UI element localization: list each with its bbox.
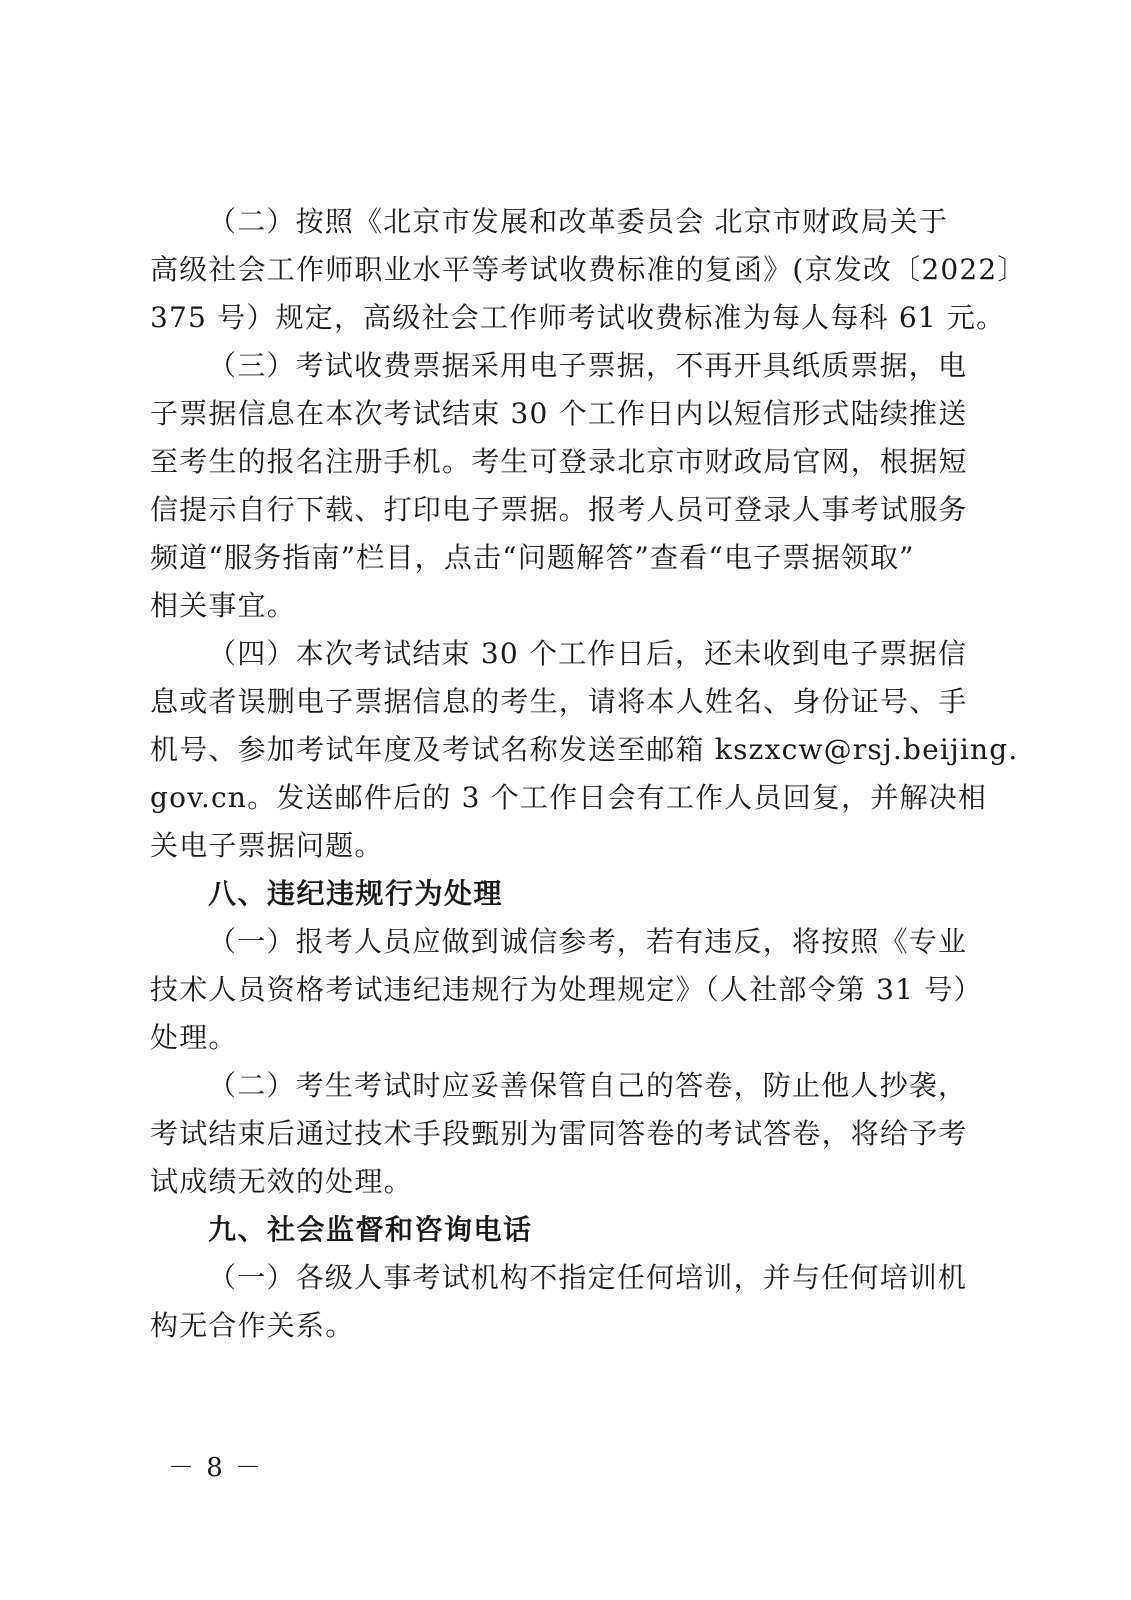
section-heading-supervision: 九、社会监督和咨询电话 [208, 1213, 533, 1246]
text-line: 子票据信息在本次考试结束 30 个工作日内以短信形式陆续推送 [150, 397, 968, 430]
text-line: 考试结束后通过技术手段甄别为雷同答卷的考试答卷，将给予考 [150, 1117, 968, 1150]
paragraph-no-training [150, 1254, 980, 1350]
text-line: 构无合作关系。 [150, 1309, 355, 1342]
text-line: （二）按照《北京市发展和改革委员会 北京市财政局关于 [208, 205, 949, 238]
text-line: 技术人员资格考试违纪违规行为处理规定》（人社部令第 31 号） [150, 973, 983, 1006]
text-line: （四）本次考试结束 30 个工作日后，还未收到电子票据信 [208, 637, 968, 670]
text-line: 至考生的报名注册手机。考生可登录北京市财政局官网，根据短 [150, 445, 968, 478]
text-line: 息或者误删电子票据信息的考生，请将本人姓名、身份证号、手 [150, 685, 968, 718]
text-line: （二）考生考试时应妥善保管自己的答卷，防止他人抄袭， [208, 1069, 968, 1102]
text-line: 处理。 [150, 1021, 238, 1054]
text-line: （三）考试收费票据采用电子票据，不再开具纸质票据，电 [208, 349, 968, 382]
text-line: 机号、参加考试年度及考试名称发送至邮箱 kszxcw@rsj.beijing. [150, 733, 1019, 766]
document-body [150, 198, 1027, 1350]
text-line: （一）报考人员应做到诚信参考，若有违反，将按照《专业 [208, 925, 968, 958]
paragraph-fee-standard [150, 198, 1027, 342]
text-line: （一）各级人事考试机构不指定任何培训，并与任何培训机 [208, 1261, 968, 1294]
text-line: 375 号）规定，高级社会工作师考试收费标准为每人每科 61 元。 [150, 301, 1006, 334]
page-number: － 8 － [168, 1453, 264, 1483]
paragraph-answer-sheet [150, 1062, 980, 1206]
text-line: 信提示自行下载、打印电子票据。报考人员可登录人事考试服务 [150, 493, 968, 526]
paragraph-electronic-receipt [150, 342, 980, 630]
paragraph-integrity [150, 918, 983, 1062]
paragraph-receipt-email [150, 630, 1019, 870]
text-line: 高级社会工作师职业水平等考试收费标准的复函》(京发改〔2022〕 [150, 253, 1027, 286]
section-heading-violations: 八、违纪违规行为处理 [208, 877, 504, 910]
text-line: 试成绩无效的处理。 [150, 1165, 413, 1198]
text-line: 关电子票据问题。 [150, 829, 384, 862]
text-line: gov.cn。发送邮件后的 3 个工作日会有工作人员回复，并解决相 [150, 781, 988, 814]
text-line: 相关事宜。 [150, 589, 297, 622]
text-line: 频道“服务指南”栏目，点击“问题解答”查看“电子票据领取” [150, 541, 915, 574]
